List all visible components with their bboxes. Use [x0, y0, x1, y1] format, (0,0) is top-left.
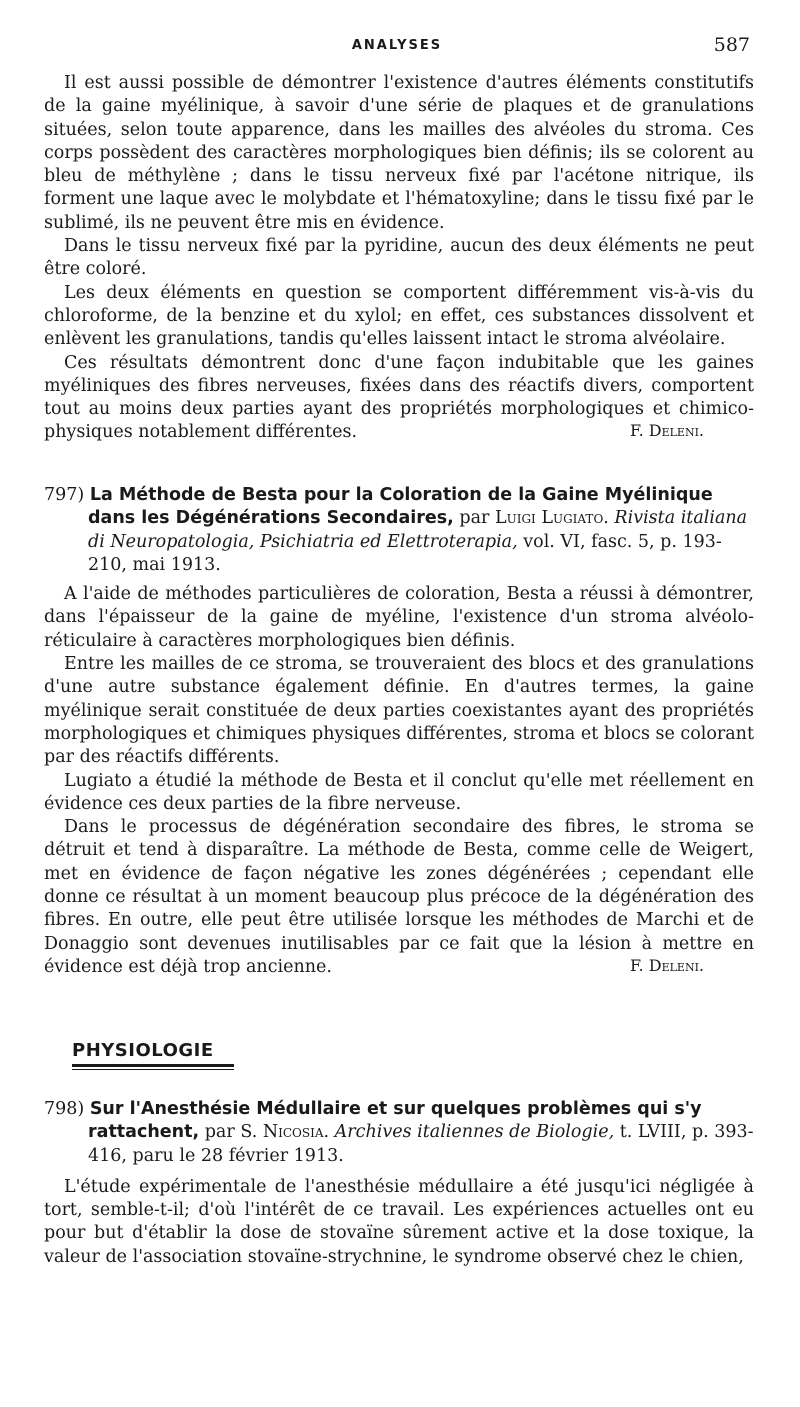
article-798	[44, 1098, 754, 1269]
heading-underline-thick	[72, 1064, 234, 1067]
running-head: ANALYSES	[351, 38, 443, 53]
paragraph: Dans le processus de dégénération secondaire des fibres, le stroma se détruit et tend à disparaître. La méthode de Besta, comme celle de Weigert, met en évidence de façon négative les zones dégénérées ; cependant elle donne ce résultat à un moment beaucoup plus précoce de la dégénération des fibres. En outre, elle peut être utilisée lorsque les méthodes de Marchi et de Donaggio sont devenues inutilisables par ce fait que la lésion à mettre en évidence est déjà trop ancienne.	[44, 817, 754, 977]
heading-underline-thin	[72, 1069, 234, 1070]
paragraph: Ces résultats démontrent donc d'une façon indubitable que les gaines myéliniques des fibres nerveuses, fixées dans des réactifs divers, comportent tout au moins deux parties ayant des propriétés morphologiques et chimico-physiques notablement différentes.	[44, 352, 754, 443]
article-author: Luigi Lugiato.	[495, 508, 609, 529]
paragraph: A l'aide de méthodes particulières de coloration, Besta a réussi à démontrer, dans l'épaisseur de la gaine de myéline, l'existence d'un stroma alvéolo-réticulaire à caractères morphologiques bien définis.	[44, 584, 754, 651]
article-797	[44, 484, 754, 975]
paragraph: L'étude expérimentale de l'anesthésie médullaire a été jusqu'ici négligée à tort, semble-t-il; d'où l'intérêt de ce travail. Les expériences actuelles ont eu pour but d'établir la dose de stovaïne sûrement active et la dose toxique, la valeur de l'association stovaïne-strychnine, le syndrome observé chez le chien,	[44, 1176, 754, 1267]
paragraph: Dans le tissu nerveux fixé par la pyridine, aucun des deux éléments ne peut être coloré.	[44, 236, 754, 280]
journal-name: Archives italiennes de Biologie,	[334, 1122, 615, 1143]
page-header	[44, 34, 750, 58]
article-number: 798)	[44, 1099, 85, 1119]
article-author: S. Nicosia.	[240, 1122, 330, 1143]
citation-details: vol. VI, fasc. 5, p. 193-210, mai 1913.	[88, 531, 722, 575]
author-signature: F. Deleni.	[629, 955, 704, 975]
author-prefix: par	[459, 508, 490, 529]
section-heading: PHYSIOLOGIE	[72, 1040, 214, 1061]
paragraph: Entre les mailles de ce stroma, se trouveraient des blocs et des granulations d'une autre substance également définie. En d'autres termes, la gaine myélinique serait constituée de deux parties coexistantes ayant des propriétés morphologiques et chimiques physiques différentes, stroma et blocs se colorant par des réactifs différents.	[44, 654, 754, 768]
previous-article-continuation	[44, 72, 754, 443]
article-heading	[44, 484, 754, 577]
author-prefix: par	[204, 1122, 235, 1143]
article-heading	[44, 1098, 754, 1168]
author-signature: F. Deleni.	[629, 421, 704, 441]
article-number: 797)	[44, 485, 85, 505]
article-title: La Méthode de Besta pour la Coloration de la Gaine Myélinique dans les Dégénérations Secondaires,	[88, 485, 713, 529]
journal-name: Rivista italiana di Neuropatologia, Psichiatria ed Elettroterapia,	[88, 508, 748, 552]
citation-details: t. LVIII, p. 393-416, paru le 28 février 1913.	[88, 1122, 754, 1166]
page-number: 587	[713, 34, 750, 56]
paragraph: Lugiato a étudié la méthode de Besta et il conclut qu'elle met réellement en évidence ces deux parties de la fibre nerveuse.	[44, 770, 754, 814]
paragraph: Les deux éléments en question se comportent différemment vis-à-vis du chloroforme, de la benzine et du xylol; en effet, ces substances dissolvent et enlèvent les granulations, tandis qu'elles laissent intact le stroma alvéolaire.	[44, 282, 754, 350]
article-title: Sur l'Anesthésie Médullaire et sur quelques problèmes qui s'y rattachent,	[88, 1099, 702, 1143]
paragraph: Il est aussi possible de démontrer l'existence d'autres éléments constitutifs de la gaine myélinique, à savoir d'une série de plaques et de granulations situées, selon toute apparence, dans les mailles des alvéoles du stroma. Ces corps possèdent des caractères morphologiques bien définis; ils se colorent au bleu de méthylène ; dans le tissu nerveux fixé par l'acétone nitrique, ils forment une laque avec le molybdate et l'hématoxyline; dans le tissu fixé par le sublimé, ils ne peuvent être mis en évidence.	[44, 73, 754, 233]
